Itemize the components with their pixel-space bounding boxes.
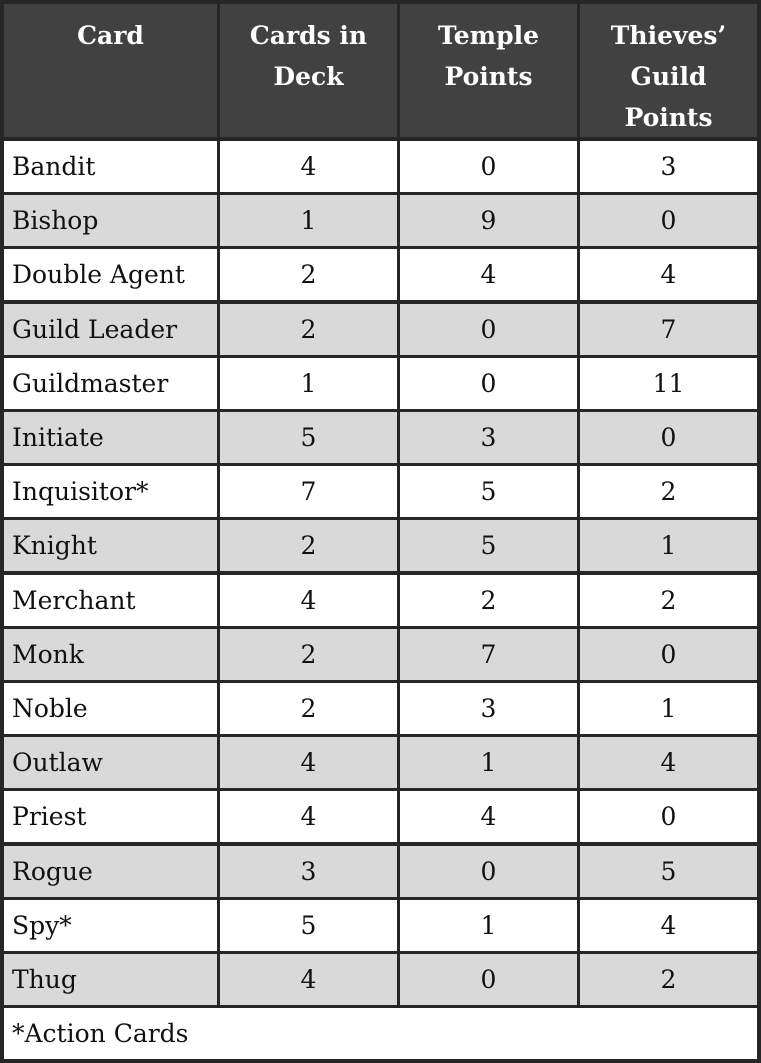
- table-cell-cards-in-deck: 2: [220, 629, 397, 680]
- table-cell-temple-points: 9: [400, 195, 577, 246]
- table-cell-temple-points: 3: [400, 683, 577, 734]
- table-cell-cards-in-deck: 2: [220, 304, 397, 355]
- table-cell-temple-points: 0: [400, 954, 577, 1005]
- table-row-card-name: Guildmaster: [4, 358, 217, 409]
- column-header-temple-points: Temple Points: [400, 4, 577, 137]
- table-cell-temple-points: 1: [400, 737, 577, 788]
- table-cell-temple-points: 1: [400, 900, 577, 951]
- table-cell-cards-in-deck: 4: [220, 954, 397, 1005]
- table-cell-cards-in-deck: 4: [220, 141, 397, 192]
- table-row-card-name: Monk: [4, 629, 217, 680]
- table-row-card-name: Rogue: [4, 846, 217, 897]
- footnote: *Action Cards: [4, 1008, 757, 1059]
- table-cell-cards-in-deck: 4: [220, 575, 397, 626]
- table-cell-cards-in-deck: 5: [220, 900, 397, 951]
- table-row-card-name: Bandit: [4, 141, 217, 192]
- table-cell-temple-points: 0: [400, 846, 577, 897]
- table-cell-guild-points: 0: [580, 412, 757, 463]
- table-row-card-name: Double Agent: [4, 249, 217, 300]
- table-cell-guild-points: 4: [580, 737, 757, 788]
- table-cell-guild-points: 0: [580, 791, 757, 842]
- table-row-card-name: Thug: [4, 954, 217, 1005]
- table-row-card-name: Knight: [4, 520, 217, 571]
- table-cell-temple-points: 0: [400, 358, 577, 409]
- table-row-card-name: Inquisitor*: [4, 466, 217, 517]
- table-cell-temple-points: 4: [400, 249, 577, 300]
- table-cell-guild-points: 3: [580, 141, 757, 192]
- table-cell-guild-points: 0: [580, 195, 757, 246]
- table-row-card-name: Bishop: [4, 195, 217, 246]
- table-cell-guild-points: 5: [580, 846, 757, 897]
- table-row-card-name: Initiate: [4, 412, 217, 463]
- column-header-cards-in-deck: Cards in Deck: [220, 4, 397, 137]
- table-cell-temple-points: 7: [400, 629, 577, 680]
- table-cell-guild-points: 4: [580, 249, 757, 300]
- table-cell-cards-in-deck: 2: [220, 520, 397, 571]
- table-row-card-name: Spy*: [4, 900, 217, 951]
- table-cell-guild-points: 7: [580, 304, 757, 355]
- table-cell-temple-points: 2: [400, 575, 577, 626]
- table-cell-temple-points: 4: [400, 791, 577, 842]
- table-cell-temple-points: 0: [400, 141, 577, 192]
- table-cell-cards-in-deck: 1: [220, 195, 397, 246]
- table-cell-guild-points: 2: [580, 575, 757, 626]
- table-cell-cards-in-deck: 2: [220, 683, 397, 734]
- table-cell-guild-points: 2: [580, 954, 757, 1005]
- table-cell-cards-in-deck: 2: [220, 249, 397, 300]
- table-cell-guild-points: 4: [580, 900, 757, 951]
- table-cell-temple-points: 5: [400, 466, 577, 517]
- table-cell-cards-in-deck: 4: [220, 791, 397, 842]
- table-cell-temple-points: 5: [400, 520, 577, 571]
- column-header-card: Card: [4, 4, 217, 137]
- table-row-card-name: Priest: [4, 791, 217, 842]
- table-row-card-name: Merchant: [4, 575, 217, 626]
- table-cell-cards-in-deck: 4: [220, 737, 397, 788]
- table-cell-temple-points: 3: [400, 412, 577, 463]
- table-cell-cards-in-deck: 7: [220, 466, 397, 517]
- table-cell-guild-points: 0: [580, 629, 757, 680]
- table-row-card-name: Outlaw: [4, 737, 217, 788]
- table-cell-guild-points: 2: [580, 466, 757, 517]
- table-row-card-name: Guild Leader: [4, 304, 217, 355]
- table-cell-cards-in-deck: 1: [220, 358, 397, 409]
- column-header-guild-points: Thieves’ Guild Points: [580, 4, 757, 137]
- table-cell-cards-in-deck: 3: [220, 846, 397, 897]
- table-cell-guild-points: 1: [580, 683, 757, 734]
- table-row-card-name: Noble: [4, 683, 217, 734]
- table-cell-guild-points: 1: [580, 520, 757, 571]
- table-cell-guild-points: 11: [580, 358, 757, 409]
- table-cell-cards-in-deck: 5: [220, 412, 397, 463]
- table-cell-temple-points: 0: [400, 304, 577, 355]
